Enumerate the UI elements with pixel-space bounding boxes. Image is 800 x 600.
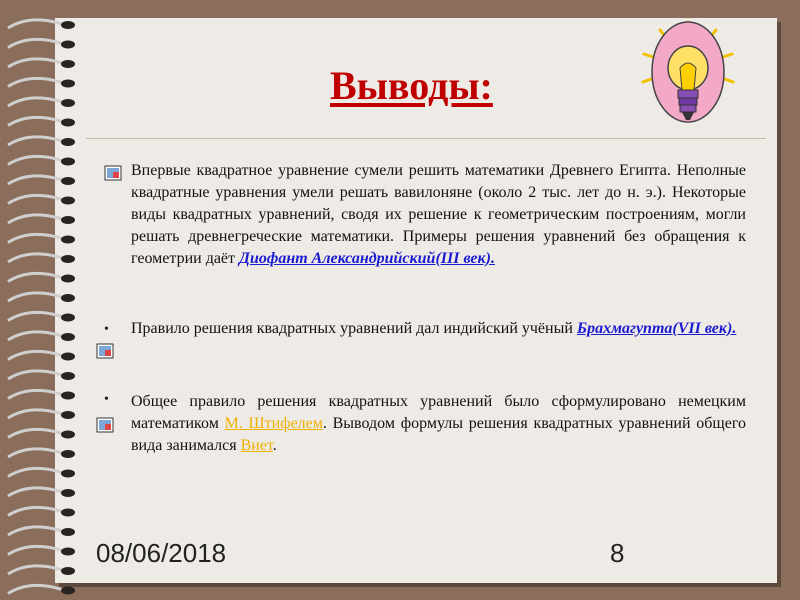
spiral-ring — [8, 332, 62, 340]
spiral-hole — [61, 333, 75, 341]
spiral-hole — [61, 489, 75, 497]
spiral-hole — [61, 275, 75, 283]
spiral-hole — [61, 587, 75, 595]
spiral-hole — [61, 314, 75, 322]
spiral-hole — [61, 392, 75, 400]
spiral-hole — [61, 548, 75, 556]
spiral-binding-icon — [0, 0, 90, 600]
spiral-ring — [8, 176, 62, 184]
spiral-ring — [8, 234, 62, 242]
list-item — [131, 391, 746, 457]
spiral-hole — [61, 41, 75, 49]
spiral-ring — [8, 254, 62, 262]
spiral-ring — [8, 566, 62, 574]
spiral-ring — [8, 137, 62, 145]
footer-date: 08/06/2018 — [96, 538, 227, 568]
spiral-ring — [8, 488, 62, 496]
link-stifel[interactable]: М. Штифелем — [224, 415, 323, 432]
spiral-ring — [8, 585, 62, 593]
spiral-hole — [61, 158, 75, 166]
title-divider — [86, 138, 766, 139]
slide-number: 8 — [610, 538, 625, 568]
spiral-ring — [8, 312, 62, 320]
spiral-ring — [8, 410, 62, 418]
spiral-ring — [8, 273, 62, 281]
spiral-hole — [61, 411, 75, 419]
spiral-hole — [61, 431, 75, 439]
link-brahmagupta[interactable]: Брахмагупта(VII век). — [576, 320, 737, 337]
spiral-hole — [61, 509, 75, 517]
list-item — [131, 318, 746, 340]
link-diophantus[interactable]: Диофант Александрийский(III век). — [239, 250, 495, 267]
light-bulb-icon — [638, 20, 738, 135]
item-text: Впервые квадратное уравнение сумели решить математики Древнего Египта. Неполные квадратные уравнения умели решать вавилоняне (около 2 тыс. лет до н. э.). Некоторые виды квадратных уравнений, сводя их решение к геометрическим построениям, могли решать древнегреческие математики. Примеры решения уравнений без обращения к геометрии даёт — [131, 162, 746, 267]
spiral-ring — [8, 59, 62, 67]
spiral-hole — [61, 99, 75, 107]
item-text: . Выводом формулы решения квадратных уравнений общего вида занимался — [131, 415, 746, 454]
spiral-hole — [61, 216, 75, 224]
spiral-ring — [8, 351, 62, 359]
item-text: Общее правило решения квадратных уравнений было сформулировано немецким математиком — [131, 393, 746, 432]
link-viete[interactable]: Виет — [240, 437, 273, 454]
spiral-hole — [61, 353, 75, 361]
spiral-hole — [61, 567, 75, 575]
bullet-dot: • — [104, 392, 109, 407]
spiral-ring — [8, 527, 62, 535]
spiral-hole — [61, 236, 75, 244]
spiral-ring — [8, 293, 62, 301]
spiral-hole — [61, 450, 75, 458]
spiral-ring — [8, 98, 62, 106]
spiral-ring — [8, 449, 62, 457]
spiral-ring — [8, 78, 62, 86]
spiral-hole — [61, 197, 75, 205]
slide-bullet-icon — [96, 343, 114, 359]
spiral-hole — [61, 21, 75, 29]
slide-bullet-icon — [104, 165, 122, 181]
spiral-ring — [8, 20, 62, 28]
spiral-hole — [61, 119, 75, 127]
bullet-dot: • — [104, 322, 109, 337]
spiral-ring — [8, 507, 62, 515]
item-text: Правило решения квадратных уравнений дал индийский учёный — [131, 320, 577, 337]
spiral-ring — [8, 468, 62, 476]
spiral-hole — [61, 255, 75, 263]
spiral-ring — [8, 429, 62, 437]
item-text: . — [272, 437, 277, 454]
spiral-hole — [61, 80, 75, 88]
spiral-ring — [8, 390, 62, 398]
spiral-hole — [61, 528, 75, 536]
spiral-hole — [61, 60, 75, 68]
spiral-hole — [61, 177, 75, 185]
spiral-ring — [8, 195, 62, 203]
slide-bullet-icon — [96, 417, 114, 433]
spiral-hole — [61, 372, 75, 380]
list-item — [131, 160, 746, 270]
spiral-hole — [61, 294, 75, 302]
spiral-ring — [8, 371, 62, 379]
spiral-ring — [8, 39, 62, 47]
spiral-ring — [8, 117, 62, 125]
spiral-ring — [8, 215, 62, 223]
spiral-ring — [8, 546, 62, 554]
spiral-hole — [61, 470, 75, 478]
spiral-hole — [61, 138, 75, 146]
slide-title: Выводы: — [330, 63, 493, 108]
spiral-ring — [8, 156, 62, 164]
